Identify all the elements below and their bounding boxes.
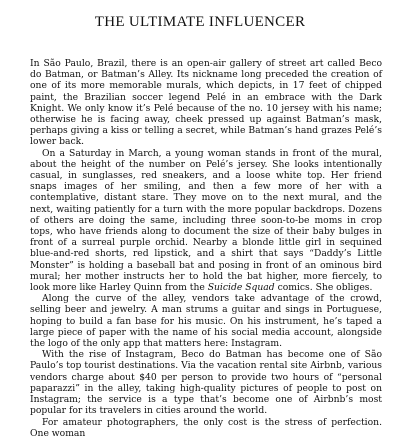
paragraph-4: With the rise of Instagram, Beco do Batman has become one of São Paulo’s top tourist destinations. Via the vacation rental site Airbnb, various vendors charge about $40 per person to provide two hours of “personal paparazzi” in the alley, taking high-quality pictures of people to post on Instagram; the service is a type that’s become one of Airbnb’s most popular for its travelers in cities around the world. bbox=[30, 349, 382, 417]
italic-title: Suicide Squad bbox=[207, 282, 275, 294]
paragraph-2: On a Saturday in March, a young woman stands in front of the mural, about the height of the number on Pelé’s jersey. She looks intentionally casual, in sunglasses, red sneakers, and a loose white top. Her friend snaps images of her smiling, and then a few more of her with a contemplative, distant stare. They move on to the next mural, and the next, waiting patiently for a turn with the more popular backdrops. Dozens of others are doing the same, including three soon-to-be moms in crop tops, who have friends along to document the size of their baby bulges in front of a surreal purple orchid. Nearby a blonde little girl in sequined blue-and-red shorts, red lipstick, and a shirt that says “Daddy’s Little Monster” is holding a baseball bat and posing in front of an ominous bird mural; her mother instructs her to hold the bat higher, more fiercely, to look more like Harley Quinn from the Suicide Squad comics. She obliges. bbox=[30, 147, 382, 294]
paragraph-3: Along the curve of the alley, vendors take advantage of the crowd, selling beer and jewelry. A man strums a guitar and sings in Portuguese, hoping to build a fan base for his music. On his instrument, he’s taped a large piece of paper with the name of his social media account, alongside the logo of the only app that matters here: Instagram. bbox=[30, 293, 382, 350]
article-body bbox=[30, 58, 382, 439]
paragraph-5: For amateur photographers, the only cost is the stress of perfection. One woman bbox=[30, 416, 382, 439]
article-title: THE ULTIMATE INFLUENCER bbox=[94, 14, 306, 30]
paragraph-1: In São Paulo, Brazil, there is an open-air gallery of street art called Beco do Batman, or Batman’s Alley. Its nickname long preceded the creation of one of its more memorable murals, which depicts, in 17 feet of chipped paint, the Brazilian soccer legend Pelé in an embrace with the Dark Knight. We only know it’s Pelé because of the no. 10 jersey with his name; otherwise he is facing away, cheek pressed up against Batman’s mask, perhaps giving a kiss or telling a secret, while Batman’s hand grazes Pelé’s lower back. bbox=[30, 58, 382, 148]
